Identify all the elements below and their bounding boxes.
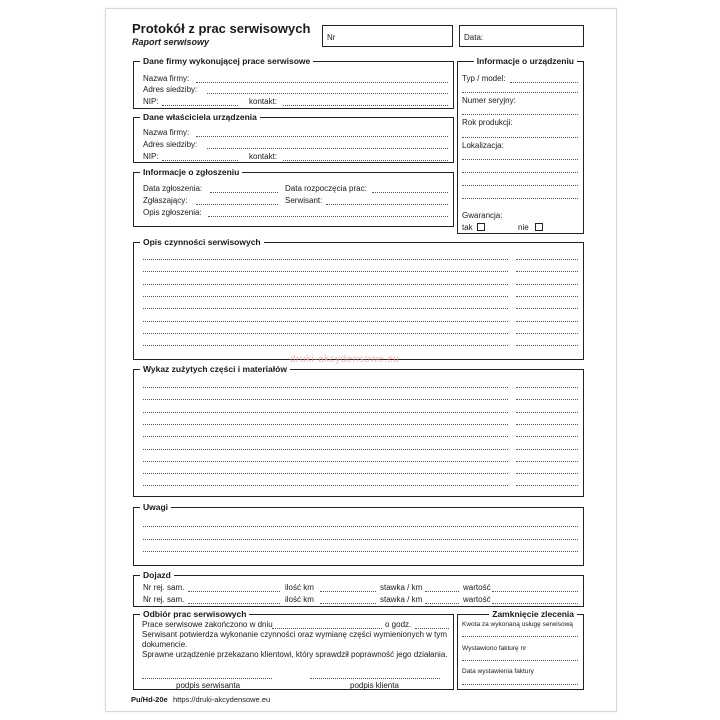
part-line[interactable] <box>143 485 508 486</box>
number-label: Nr <box>327 33 336 42</box>
serial-number-label: Numer seryjny: <box>462 96 516 105</box>
work-start-field[interactable] <box>372 192 448 193</box>
travel-km-field-2[interactable] <box>320 603 376 604</box>
production-year-field[interactable] <box>462 137 578 138</box>
travel-value-label-2: wartość <box>463 595 491 604</box>
part-value-line[interactable] <box>516 449 578 450</box>
handover-text: Sprawne urządzenie przekazano klientowi, który sprawdził poprawność jego działania. <box>142 650 448 659</box>
service-value-line[interactable] <box>516 259 578 260</box>
client-signature-field[interactable] <box>310 678 440 679</box>
service-line[interactable] <box>143 321 508 322</box>
part-line[interactable] <box>143 424 508 425</box>
form-code: Pu/Hd-20e <box>131 695 168 704</box>
part-value-line[interactable] <box>516 485 578 486</box>
part-value-line[interactable] <box>516 412 578 413</box>
note-line[interactable] <box>143 551 578 552</box>
warranty-no-label: nie <box>518 223 529 232</box>
travel-rate-field-1[interactable] <box>425 591 459 592</box>
service-line[interactable] <box>143 284 508 285</box>
company-name-field[interactable] <box>196 82 448 83</box>
reporter-label: Zgłaszający: <box>143 196 188 205</box>
warranty-label: Gwarancja: <box>462 211 503 220</box>
completion-time-field[interactable] <box>415 628 449 629</box>
travel-value-label-1: wartość <box>463 583 491 592</box>
client-signature-label: podpis klienta <box>350 681 399 690</box>
owner-nip-field[interactable] <box>162 160 238 161</box>
service-amount-label: Kwota za wykonaną usługę serwisową <box>462 621 573 628</box>
location-field-1[interactable] <box>462 159 578 160</box>
travel-section-title: Dojazd <box>140 570 174 581</box>
part-line[interactable] <box>143 412 508 413</box>
location-field-3[interactable] <box>462 185 578 186</box>
company-nip-label: NIP: <box>143 97 159 106</box>
part-line[interactable] <box>143 461 508 462</box>
parts-section <box>133 364 584 497</box>
report-date-field[interactable] <box>210 192 278 193</box>
service-line[interactable] <box>143 296 508 297</box>
service-value-line[interactable] <box>516 333 578 334</box>
service-value-line[interactable] <box>516 271 578 272</box>
work-start-label: Data rozpoczęcia prac: <box>285 184 367 193</box>
date-field[interactable] <box>459 25 584 47</box>
travel-rate-label-1: stawka / km <box>380 583 423 592</box>
invoice-number-label: Wystawiono fakturę nr <box>462 645 527 652</box>
owner-name-field[interactable] <box>196 136 448 137</box>
part-line[interactable] <box>143 473 508 474</box>
travel-plate-label-1: Nr rej. sam. <box>143 583 185 592</box>
form-title: Protokół z prac serwisowych <box>132 21 311 36</box>
service-line[interactable] <box>143 345 508 346</box>
location-field-2[interactable] <box>462 172 578 173</box>
travel-value-field-2[interactable] <box>492 603 578 604</box>
report-date-label: Data zgłoszenia: <box>143 184 203 193</box>
travel-plate-label-2: Nr rej. sam. <box>143 595 185 604</box>
warranty-yes-label: tak <box>462 223 473 232</box>
number-field[interactable] <box>322 25 453 47</box>
warranty-yes-checkbox[interactable] <box>477 223 485 231</box>
travel-km-label-1: ilość km <box>285 583 314 592</box>
company-name-label: Nazwa firmy: <box>143 74 190 83</box>
owner-contact-label: kontakt: <box>249 152 278 161</box>
company-contact-label: kontakt: <box>249 97 278 106</box>
travel-km-field-1[interactable] <box>320 591 376 592</box>
owner-nip-label: NIP: <box>143 152 159 161</box>
travel-rate-field-2[interactable] <box>425 603 459 604</box>
device-type-field[interactable] <box>510 82 578 83</box>
warranty-no-checkbox[interactable] <box>535 223 543 231</box>
location-field-4[interactable] <box>462 198 578 199</box>
travel-km-label-2: ilość km <box>285 595 314 604</box>
invoice-date-field[interactable] <box>462 684 578 685</box>
technician-field[interactable] <box>326 204 448 205</box>
service-value-line[interactable] <box>516 296 578 297</box>
service-line[interactable] <box>143 271 508 272</box>
service-line[interactable] <box>143 259 508 260</box>
part-value-line[interactable] <box>516 473 578 474</box>
part-value-line[interactable] <box>516 461 578 462</box>
date-label: Data: <box>464 33 484 42</box>
company-section-title: Dane firmy wykonującej prace serwisowe <box>140 56 313 67</box>
owner-address-label: Adres siedziby: <box>143 140 198 149</box>
report-description-field[interactable] <box>208 216 448 217</box>
company-contact-field[interactable] <box>283 105 448 106</box>
part-value-line[interactable] <box>516 424 578 425</box>
form-subtitle: Raport serwisowy <box>132 37 210 47</box>
company-address-label: Adres siedziby: <box>143 85 198 94</box>
acceptance-section-title: Odbiór prac serwisowych <box>140 609 249 620</box>
company-nip-field[interactable] <box>162 105 238 106</box>
reporter-field[interactable] <box>196 204 278 205</box>
parts-section-title: Wykaz zużytych części i materiałów <box>140 364 290 375</box>
technician-signature-field[interactable] <box>142 678 272 679</box>
report-section-title: Informacje o zgłoszeniu <box>140 167 242 178</box>
part-line[interactable] <box>143 449 508 450</box>
confirmation-text-2: dokumencie. <box>142 640 188 649</box>
serial-number-field[interactable] <box>462 114 578 115</box>
travel-plate-field-2[interactable] <box>188 603 280 604</box>
footer-url: https://druki-akcydensowe.eu <box>173 695 271 704</box>
completion-date-field[interactable] <box>272 628 382 629</box>
device-section-title: Informacje o urządzeniu <box>474 56 577 67</box>
part-value-line[interactable] <box>516 436 578 437</box>
invoice-date-label: Data wystawienia faktury <box>462 668 534 675</box>
service-value-line[interactable] <box>516 308 578 309</box>
travel-rate-label-2: stawka / km <box>380 595 423 604</box>
service-line[interactable] <box>143 308 508 309</box>
report-description-label: Opis zgłoszenia: <box>143 208 202 217</box>
part-line[interactable] <box>143 399 508 400</box>
service-value-line[interactable] <box>516 284 578 285</box>
company-address-field[interactable] <box>207 93 448 94</box>
technician-signature-label: podpis serwisanta <box>176 681 241 690</box>
watermark: druki-akcydensowe.eu <box>290 354 400 365</box>
travel-plate-field-1[interactable] <box>188 591 280 592</box>
part-line[interactable] <box>143 387 508 388</box>
device-type-field-2[interactable] <box>462 92 578 93</box>
invoice-number-field[interactable] <box>462 660 578 661</box>
owner-contact-field[interactable] <box>283 160 448 161</box>
owner-section-title: Dane właściciela urządzenia <box>140 112 260 123</box>
owner-name-label: Nazwa firmy: <box>143 128 190 137</box>
part-value-line[interactable] <box>516 387 578 388</box>
note-line[interactable] <box>143 526 578 527</box>
notes-section <box>133 502 584 566</box>
services-section-title: Opis czynności serwisowych <box>140 237 264 248</box>
service-amount-field[interactable] <box>462 636 578 637</box>
device-type-label: Typ / model: <box>462 74 506 83</box>
part-value-line[interactable] <box>516 399 578 400</box>
owner-address-field[interactable] <box>207 148 448 149</box>
completion-time-label: o godz. <box>385 620 412 629</box>
production-year-label: Rok produkcji: <box>462 118 513 127</box>
closing-section-title: Zamknięcie zlecenia <box>489 609 577 620</box>
part-line[interactable] <box>143 436 508 437</box>
travel-value-field-1[interactable] <box>492 591 578 592</box>
notes-section-title: Uwagi <box>140 502 171 513</box>
service-value-line[interactable] <box>516 321 578 322</box>
completion-date-label: Prace serwisowe zakończono w dniu <box>142 620 273 629</box>
technician-label: Serwisant: <box>285 196 323 205</box>
note-line[interactable] <box>143 539 578 540</box>
location-label: Lokalizacja: <box>462 141 504 150</box>
confirmation-text-1: Serwisant potwierdza wykonanie czynności oraz wymianę części wymienionych w tym <box>142 630 448 639</box>
service-line[interactable] <box>143 333 508 334</box>
service-value-line[interactable] <box>516 345 578 346</box>
